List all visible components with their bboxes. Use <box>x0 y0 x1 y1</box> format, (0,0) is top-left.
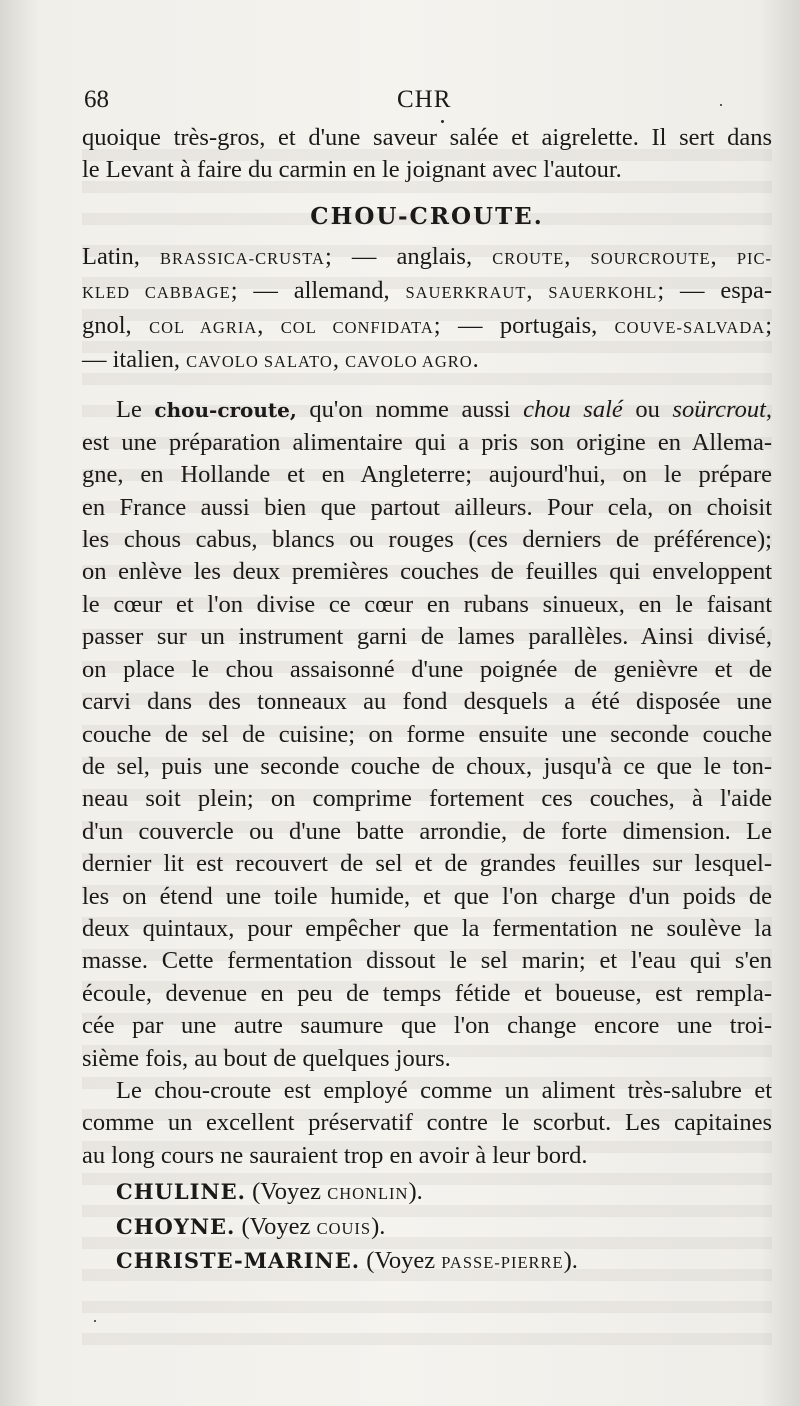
text-run: ). <box>408 1178 423 1206</box>
text-line <box>82 310 772 344</box>
text-line <box>82 881 772 913</box>
small-caps-term: CAVOLO SALATO <box>186 352 333 372</box>
text-run: (Voyez <box>245 1178 328 1206</box>
text-line <box>82 621 772 653</box>
text-run: . <box>472 346 479 374</box>
bold-term: chou-croute, <box>154 398 297 423</box>
text-run: gnol, <box>82 311 150 339</box>
text-run: le Levant à faire du carmin en le joignant avec l'autour. <box>82 156 622 184</box>
text-line <box>82 492 772 524</box>
running-head: CHR <box>397 86 452 113</box>
text-line <box>82 945 772 977</box>
text-run: — italien, <box>82 346 187 374</box>
small-caps-term: CAVOLO AGRO <box>345 352 473 372</box>
text-run: masse. Cette fermentation dissout le sel marin; et l'eau qui s'en <box>82 947 772 975</box>
body-text <box>82 122 772 1279</box>
text-line <box>82 1245 772 1279</box>
text-run: de sel, puis une seconde couche de choux, jusqu'à ce que le ton- <box>82 752 772 780</box>
text-run: deux quintaux, pour empêcher que la fermentation ne soulève la <box>82 914 772 942</box>
text-line <box>82 816 772 848</box>
text-run: (Voyez <box>360 1247 442 1274</box>
text-run: ou <box>622 396 673 424</box>
text-run: ; — allemand, <box>230 277 406 305</box>
small-caps-term: CROUTE <box>492 248 565 268</box>
text-run: ; — anglais, <box>324 242 493 270</box>
page-number: 68 <box>84 86 109 113</box>
small-caps-term: KLED CABBAGE <box>82 283 231 303</box>
text-run: on enlève les deux premières couches de feuilles qui enveloppent <box>82 558 772 586</box>
text-line <box>82 344 772 378</box>
text-line <box>82 524 772 556</box>
text-line <box>82 783 772 815</box>
text-run: ). <box>563 1247 578 1274</box>
text-run: couche de sel de cuisine; on forme ensuite une seconde couche <box>82 720 772 748</box>
text-run: Le <box>116 396 155 424</box>
text-line <box>82 654 772 686</box>
text-run: carvi dans des tonneaux au fond desquels a été disposée une <box>82 688 772 716</box>
text-line <box>82 751 772 783</box>
italic-term: soürcrout, <box>672 396 773 424</box>
text-run: ; — espa- <box>657 277 773 305</box>
text-run: les on étend une toile humide, et que l'on charge d'un poids de <box>82 882 772 910</box>
paragraph-gap <box>82 378 772 394</box>
text-run: qu'on nomme aussi <box>296 396 524 424</box>
text-run: , <box>564 242 591 270</box>
entry-heading: CHOYNE. <box>116 1213 236 1239</box>
text-run: , <box>526 277 549 305</box>
text-run: ; — portugais, <box>433 311 615 339</box>
text-run: passer sur un instrument garni de lames parallèles. Ainsi divisé, <box>82 623 772 651</box>
small-caps-term: SAUERKRAUT <box>405 283 527 303</box>
text-line <box>82 154 772 186</box>
text-run: on place le chou assaisonné d'une poignée de genièvre et de <box>82 655 772 683</box>
ink-speck <box>94 1320 96 1322</box>
text-line <box>82 913 772 945</box>
text-run: le cœur et l'on divise ce cœur en rubans sinueux, en le faisant <box>82 590 772 618</box>
text-run: gne, en Hollande et en Angleterre; aujourd'hui, on le prépare <box>82 461 772 489</box>
small-caps-term: SOURCROUTE <box>590 248 711 268</box>
entry-title-text: CHOU-CROUTE. <box>310 202 544 230</box>
entry-heading: CHULINE. <box>116 1179 246 1205</box>
text-line <box>82 1140 772 1172</box>
text-line <box>82 1176 772 1210</box>
text-run: Le chou-croute est employé comme un aliment très-salubre et <box>116 1076 772 1104</box>
text-run: ; <box>765 311 772 339</box>
text-run: comme un excellent préservatif contre le scorbut. Les capitaines <box>82 1109 772 1137</box>
text-line <box>82 589 772 621</box>
entry-heading: CHRISTE-MARINE. <box>116 1248 361 1273</box>
text-run: les chous cabus, blancs ou rouges (ces derniers de préférence); <box>82 526 772 554</box>
text-run: sième fois, au bout de quelques jours. <box>82 1044 451 1072</box>
text-line <box>82 1075 772 1107</box>
text-run: est une préparation alimentaire qui a pris son origine en Allema- <box>82 428 772 456</box>
page-header <box>84 86 774 122</box>
small-caps-term: COL AGRIA <box>149 317 258 337</box>
text-run: quoique très-gros, et d'une saveur salée et aigrelette. Il sert dans <box>82 124 772 151</box>
small-caps-term: COUVE-SALVADA <box>614 317 766 337</box>
text-line <box>82 1010 772 1042</box>
text-run: d'un couvercle ou d'une batte arrondie, de forte dimension. Le <box>82 817 772 845</box>
small-caps-term: CHONLIN <box>327 1184 409 1204</box>
text-line <box>82 427 772 459</box>
text-line <box>82 394 772 426</box>
small-caps-term: BRASSICA-CRUSTA <box>159 248 325 268</box>
entry-title <box>82 187 772 241</box>
text-line <box>82 275 772 309</box>
text-run: , <box>332 346 346 374</box>
text-run: en France aussi bien que partout ailleurs. Pour cela, on choisit <box>82 493 772 521</box>
text-line <box>82 848 772 880</box>
text-run: (Voyez <box>235 1212 317 1240</box>
text-run: ). <box>371 1212 386 1240</box>
text-run: écoule, devenue en peu de temps fétide et boueuse, est rempla- <box>82 979 772 1007</box>
text-line <box>82 686 772 718</box>
text-run: , <box>710 242 737 270</box>
small-caps-term: PIC- <box>736 248 772 268</box>
text-run: , <box>257 311 281 339</box>
text-run: cée par une autre saumure que l'on change encore une troi- <box>82 1012 772 1040</box>
text-line <box>82 1107 772 1139</box>
small-caps-term: COUIS <box>316 1218 372 1238</box>
text-line <box>82 1211 772 1245</box>
text-line <box>82 978 772 1010</box>
italic-term: chou salé <box>523 396 623 424</box>
text-run: Latin, <box>82 242 160 270</box>
small-caps-term: PASSE-PIERRE <box>441 1253 564 1272</box>
text-line <box>82 719 772 751</box>
text-line <box>82 556 772 588</box>
text-line <box>82 122 772 154</box>
text-line <box>82 459 772 491</box>
text-run: dernier lit est recouvert de sel et de grandes feuilles sur lesquel- <box>82 850 772 878</box>
text-run: neau soit plein; on comprime fortement ces couches, à l'aide <box>82 785 772 813</box>
text-run: au long cours ne sauraient trop en avoir à leur bord. <box>82 1141 588 1169</box>
small-caps-term: COL CONFIDATA <box>280 317 434 337</box>
text-line <box>82 241 772 275</box>
text-line <box>82 1043 772 1075</box>
small-caps-term: SAUERKOHL <box>548 283 658 303</box>
